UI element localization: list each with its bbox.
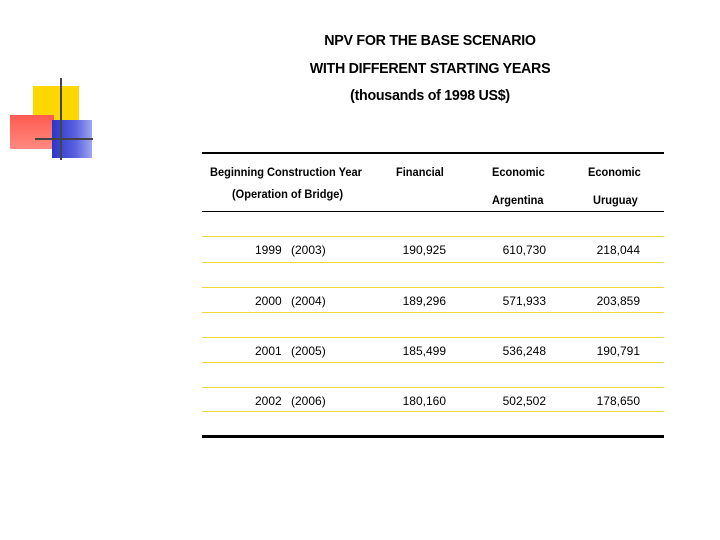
cell-economic-uruguay: 218,044 — [596, 243, 640, 257]
row-rule — [202, 262, 664, 263]
cell-operation-year: (2004) — [291, 294, 326, 308]
header-operation-of-bridge: (Operation of Bridge) — [232, 187, 344, 201]
cell-economic-argentina: 502,502 — [502, 394, 546, 408]
slide-title-line-3: (thousands of 1998 US$) — [350, 87, 510, 104]
row-rule — [202, 236, 664, 237]
header-economic-uruguay-2: Uruguay — [593, 193, 638, 207]
header-financial: Financial — [396, 165, 444, 179]
cell-economic-uruguay: 203,859 — [596, 294, 640, 308]
row-rule — [202, 387, 664, 388]
table-bottom-rule — [202, 435, 664, 438]
cell-year: 2002 — [255, 394, 282, 408]
header-economic-argentina-1: Economic — [492, 165, 545, 179]
cell-economic-argentina: 536,248 — [502, 344, 546, 358]
table-header-rule — [202, 211, 664, 212]
row-rule — [202, 312, 664, 313]
row-rule — [202, 287, 664, 288]
cell-financial: 190,925 — [402, 243, 446, 257]
header-economic-uruguay-1: Economic — [588, 165, 641, 179]
decorative-red-square — [10, 115, 54, 149]
header-economic-argentina-2: Argentina — [492, 193, 544, 207]
cell-financial: 180,160 — [402, 394, 446, 408]
table-top-rule — [202, 152, 664, 154]
cell-operation-year: (2003) — [291, 243, 326, 257]
slide-title-line-2: WITH DIFFERENT STARTING YEARS — [309, 60, 551, 77]
cell-financial: 185,499 — [402, 344, 446, 358]
cell-financial: 189,296 — [402, 294, 446, 308]
row-rule — [202, 337, 664, 338]
cell-economic-argentina: 610,730 — [502, 243, 546, 257]
decorative-vertical-line — [60, 78, 62, 160]
cell-economic-uruguay: 190,791 — [596, 344, 640, 358]
header-construction-year: Beginning Construction Year — [210, 165, 362, 179]
cell-year: 2000 — [255, 294, 282, 308]
npv-table — [202, 152, 664, 439]
cell-operation-year: (2005) — [291, 344, 326, 358]
cell-operation-year: (2006) — [291, 394, 326, 408]
cell-year: 1999 — [255, 243, 282, 257]
row-rule — [202, 362, 664, 363]
row-rule — [202, 411, 664, 412]
cell-economic-uruguay: 178,650 — [596, 394, 640, 408]
cell-year: 2001 — [255, 344, 282, 358]
cell-economic-argentina: 571,933 — [502, 294, 546, 308]
decorative-horizontal-line — [35, 138, 93, 140]
slide-title-line-1: NPV FOR THE BASE SCENARIO — [324, 32, 536, 49]
